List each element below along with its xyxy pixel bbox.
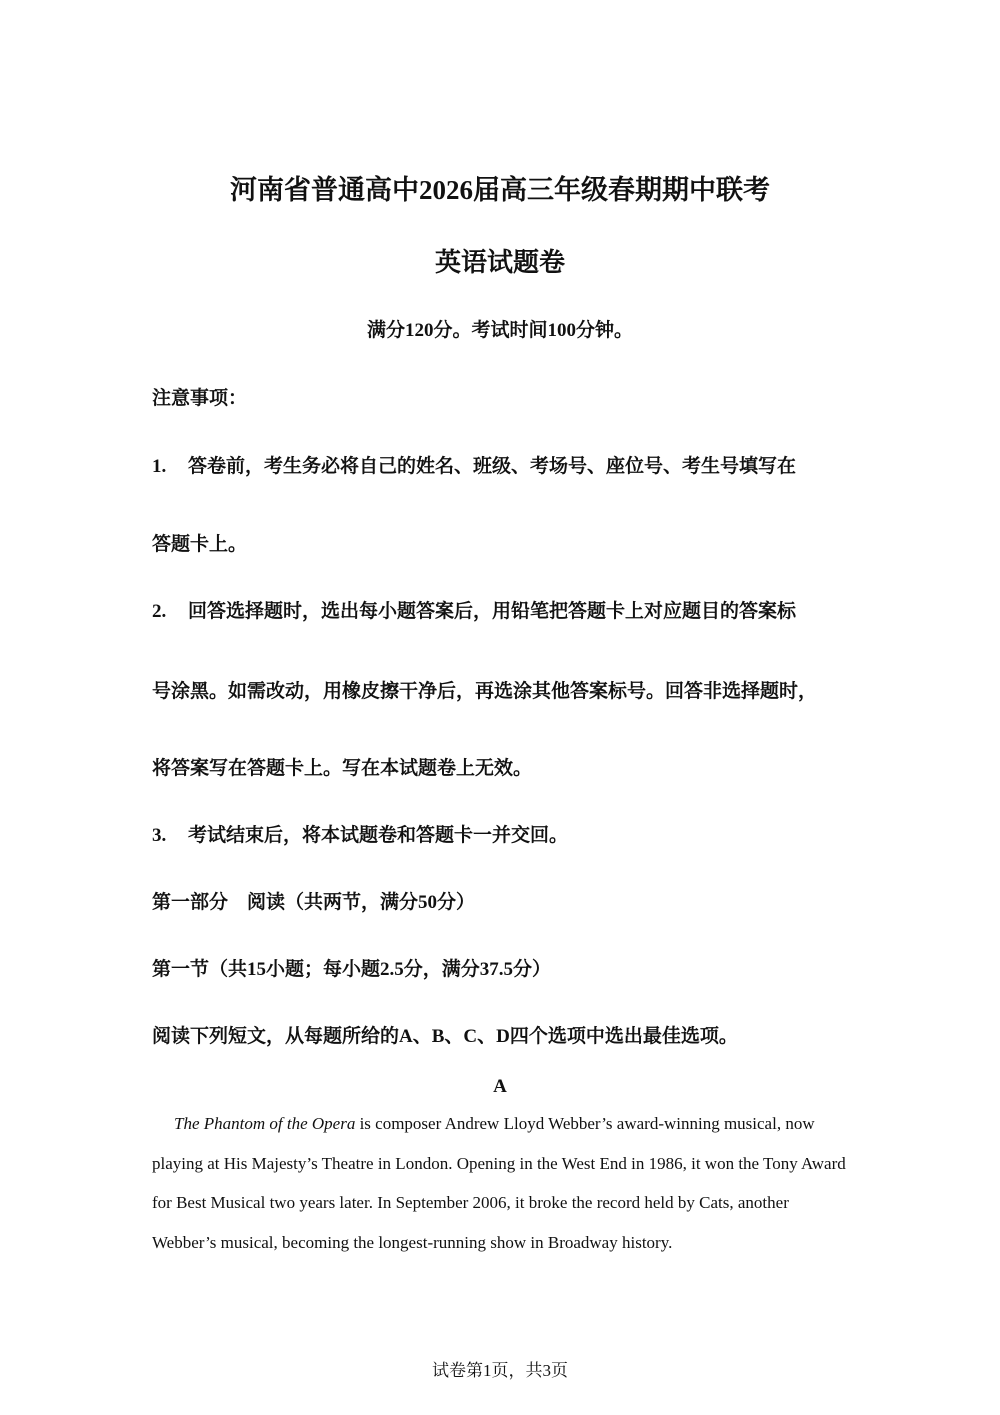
notice-item-2-cont: 号涂黑。如需改动，用橡皮擦干净后，再选涂其他答案标号。回答非选择题时，	[152, 681, 818, 702]
notice-heading: 注意事项：	[152, 388, 248, 409]
page-footer: 试卷第1页，共3页	[432, 1361, 568, 1380]
notice-item-number: 3.	[152, 825, 167, 846]
notice-item-number: 1.	[152, 456, 167, 477]
notice-item-text: 考试结束后，将本试题卷和答题卡一并交回。	[188, 825, 569, 846]
notice-item-text: 答卷前，考生务必将自己的姓名、班级、考场号、座位号、考生号填写在	[188, 456, 797, 477]
part-title: 第一部分 阅读（共两节，满分50分）	[152, 892, 476, 913]
notice-item-text: 回答选择题时，选出每小题答案后，用铅笔把答题卡上对应题目的答案标	[188, 601, 797, 622]
exam-title: 河南省普通高中2026届高三年级春期期中联考	[230, 175, 770, 205]
notice-item-3	[152, 820, 568, 847]
notice-item-1-cont: 答题卡上。	[152, 534, 248, 555]
notice-item-2-cont2: 将答案写在答题卡上。写在本试题卷上无效。	[152, 758, 533, 779]
exam-subtitle: 英语试题卷	[434, 248, 565, 277]
notice-item-2	[152, 596, 796, 623]
reading-instruction: 阅读下列短文，从每题所给的A、B、C、D四个选项中选出最佳选项。	[152, 1026, 738, 1047]
notice-item-1	[152, 451, 796, 478]
passage-letter: A	[493, 1076, 507, 1097]
section-title: 第一节（共15小题；每小题2.5分，满分37.5分）	[152, 959, 552, 980]
passage-italic-title: The Phantom of the Opera	[174, 1114, 356, 1133]
passage-text: is composer Andrew Lloyd Webber’s award-winning musical, now playing at His Majesty’s Theatre in London. Opening in the West End in 1986, it won the Tony Award for Best Musical two years later. In September 2006, it broke the record held by Cats, another Webber’s musical, becoming the longest-running show in Broadway history.	[152, 1114, 846, 1252]
passage-paragraph	[152, 1104, 852, 1262]
score-info: 满分120分。考试时间100分钟。	[366, 320, 633, 341]
notice-item-number: 2.	[152, 601, 167, 622]
